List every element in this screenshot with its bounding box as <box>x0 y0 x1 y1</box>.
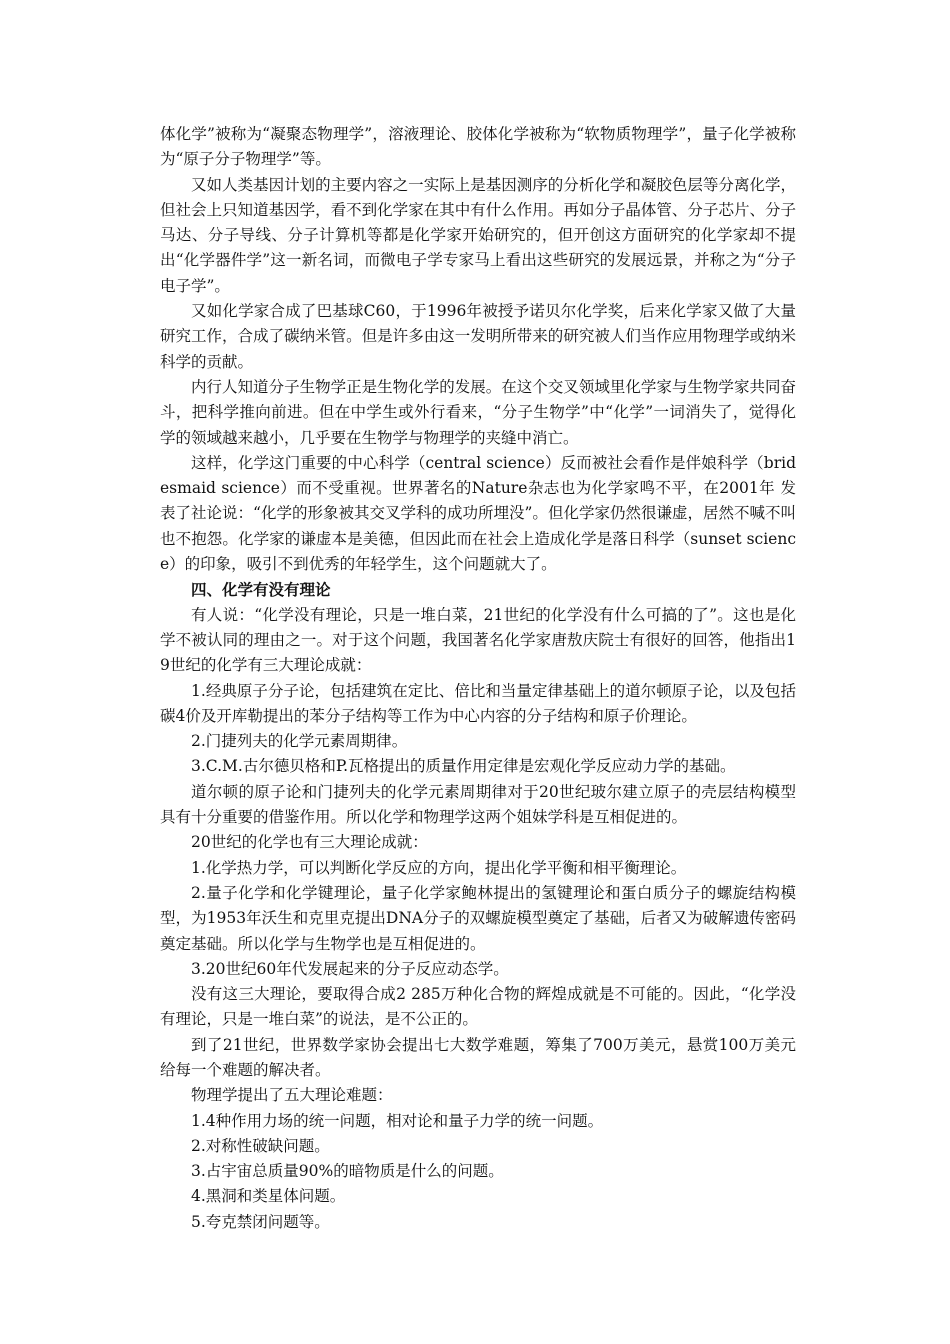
list-item-19c-3: 3.C.M.古尔德贝格和P.瓦格提出的质量作用定律是宏观化学反应动力学的基础。 <box>191 757 736 776</box>
document-body <box>160 122 796 1235</box>
list-item-19c-1: 1.经典原子分子论，包括建筑在定比、倍比和当量定律基础上的道尔顿原子论，以及包括碳4价及开库勒提出的苯分子结构等工作为中心内容的分子结构和原子价理论。 <box>160 681 796 725</box>
paragraph-20c-intro: 20世纪的化学也有三大理论成就： <box>191 833 428 852</box>
paragraph-buckyball: 又如化学家合成了巴基球C60，于1996年被授予诺贝尔化学奖，后来化学家又做了大量研究工作，合成了碳纳米管。但是许多由这一发明所带来的研究被人们当作应用物理学或纳米科学的贡献。 <box>160 302 796 371</box>
list-item-19c-2: 2.门捷列夫的化学元素周期律。 <box>191 732 408 751</box>
paragraph-molecular-biology: 内行人知道分子生物学正是生物化学的发展。在这个交叉领域里化学家与生物学家共同奋斗，把科学推向前进。但在中学生或外行看来，“分子生物学”中“化学”一词消失了，觉得化学的领域越来越小，几乎要在生物学与物理学的夹缝中消亡。 <box>160 377 796 447</box>
list-item-physics-5: 5.夸克禁闭问题等。 <box>191 1212 330 1231</box>
list-item-20c-3: 3.20世纪60年代发展起来的分子反应动态学。 <box>191 959 509 978</box>
section-heading: 四、化学有没有理论 <box>191 580 331 600</box>
list-item-20c-2: 2.量子化学和化学键理论，量子化学家鲍林提出的氢键理论和蛋白质分子的螺旋结构模型，为1953年沃生和克里克提出DNA分子的双螺旋模型奠定了基础，后者又为破解遗传密码奠定基础。所以化学与生物学也是互相促进的。 <box>160 883 796 953</box>
list-item-physics-2: 2.对称性破缺问题。 <box>191 1136 330 1155</box>
paragraph-continued: 体化学”被称为“凝聚态物理学”，溶液理论、胶体化学被称为“软物质物理学”，量子化学被称为“原子分子物理学”等。 <box>160 125 796 169</box>
paragraph-dalton-mendeleev: 道尔顿的原子论和门捷列夫的化学元素周期律对于20世纪玻尔建立原子的壳层结构模型具有十分重要的借鉴作用。所以化学和物理学这两个姐妹学科是互相促进的。 <box>160 782 796 827</box>
list-item-physics-3: 3.占宇宙总质量90%的暗物质是什么的问题。 <box>191 1162 504 1181</box>
list-item-physics-1: 1.4种作用力场的统一问题，相对论和量子力学的统一问题。 <box>191 1111 604 1130</box>
paragraph-not-fair: 没有这三大理论，要取得合成2 285万种化合物的辉煌成就是不可能的。因此，“化学没有理论，只是一堆白菜”的说法，是不公正的。 <box>160 985 796 1029</box>
paragraph-physics-problems: 物理学提出了五大理论难题： <box>191 1086 393 1105</box>
paragraph-math-problems: 到了21世纪，世界数学家协会提出七大数学难题，筹集了700万美元，悬赏100万美元给每一个难题的解决者。 <box>160 1035 796 1079</box>
list-item-20c-1: 1.化学热力学，可以判断化学反应的方向，提出化学平衡和相平衡理论。 <box>191 858 687 877</box>
paragraph-theory-intro: 有人说：“化学没有理论，只是一堆白菜，21世纪的化学没有什么可搞的了”。这也是化学不被认同的理由之一。对于这个问题，我国著名化学家唐敖庆院士有很好的回答，他指出19世纪的化学有三大理论成就： <box>160 605 796 675</box>
list-item-physics-4: 4.黑洞和类星体问题。 <box>191 1187 346 1206</box>
paragraph-central-science: 这样，化学这门重要的中心科学（central science）反而被社会看作是伴娘科学（bridesmaid science）而不受重视。世界著名的Nature杂志也为化学家鸣不平，在2001年 发表了社论说：“化学的形象被其交叉学科的成功所埋没”。但化学家仍然很谦虚，居然不喊不叫也不抱怨。化学家的谦虚本是美德，但因此而在社会上造成化学是落日科学（sunset science）的印象，吸引不到优秀的年轻学生，这个问题就大了。 <box>160 453 796 574</box>
paragraph-gene-project: 又如人类基因计划的主要内容之一实际上是基因测序的分析化学和凝胶色层等分离化学，但社会上只知道基因学，看不到化学家在其中有什么作用。再如分子晶体管、分子芯片、分子马达、分子导线、分子计算机等都是化学家开始研究的，但开创这方面研究的化学家却不提出“化学器件学”这一新名词，而微电子学专家马上看出这些研究的发展远景，并称之为“分子电子学”。 <box>160 175 796 295</box>
